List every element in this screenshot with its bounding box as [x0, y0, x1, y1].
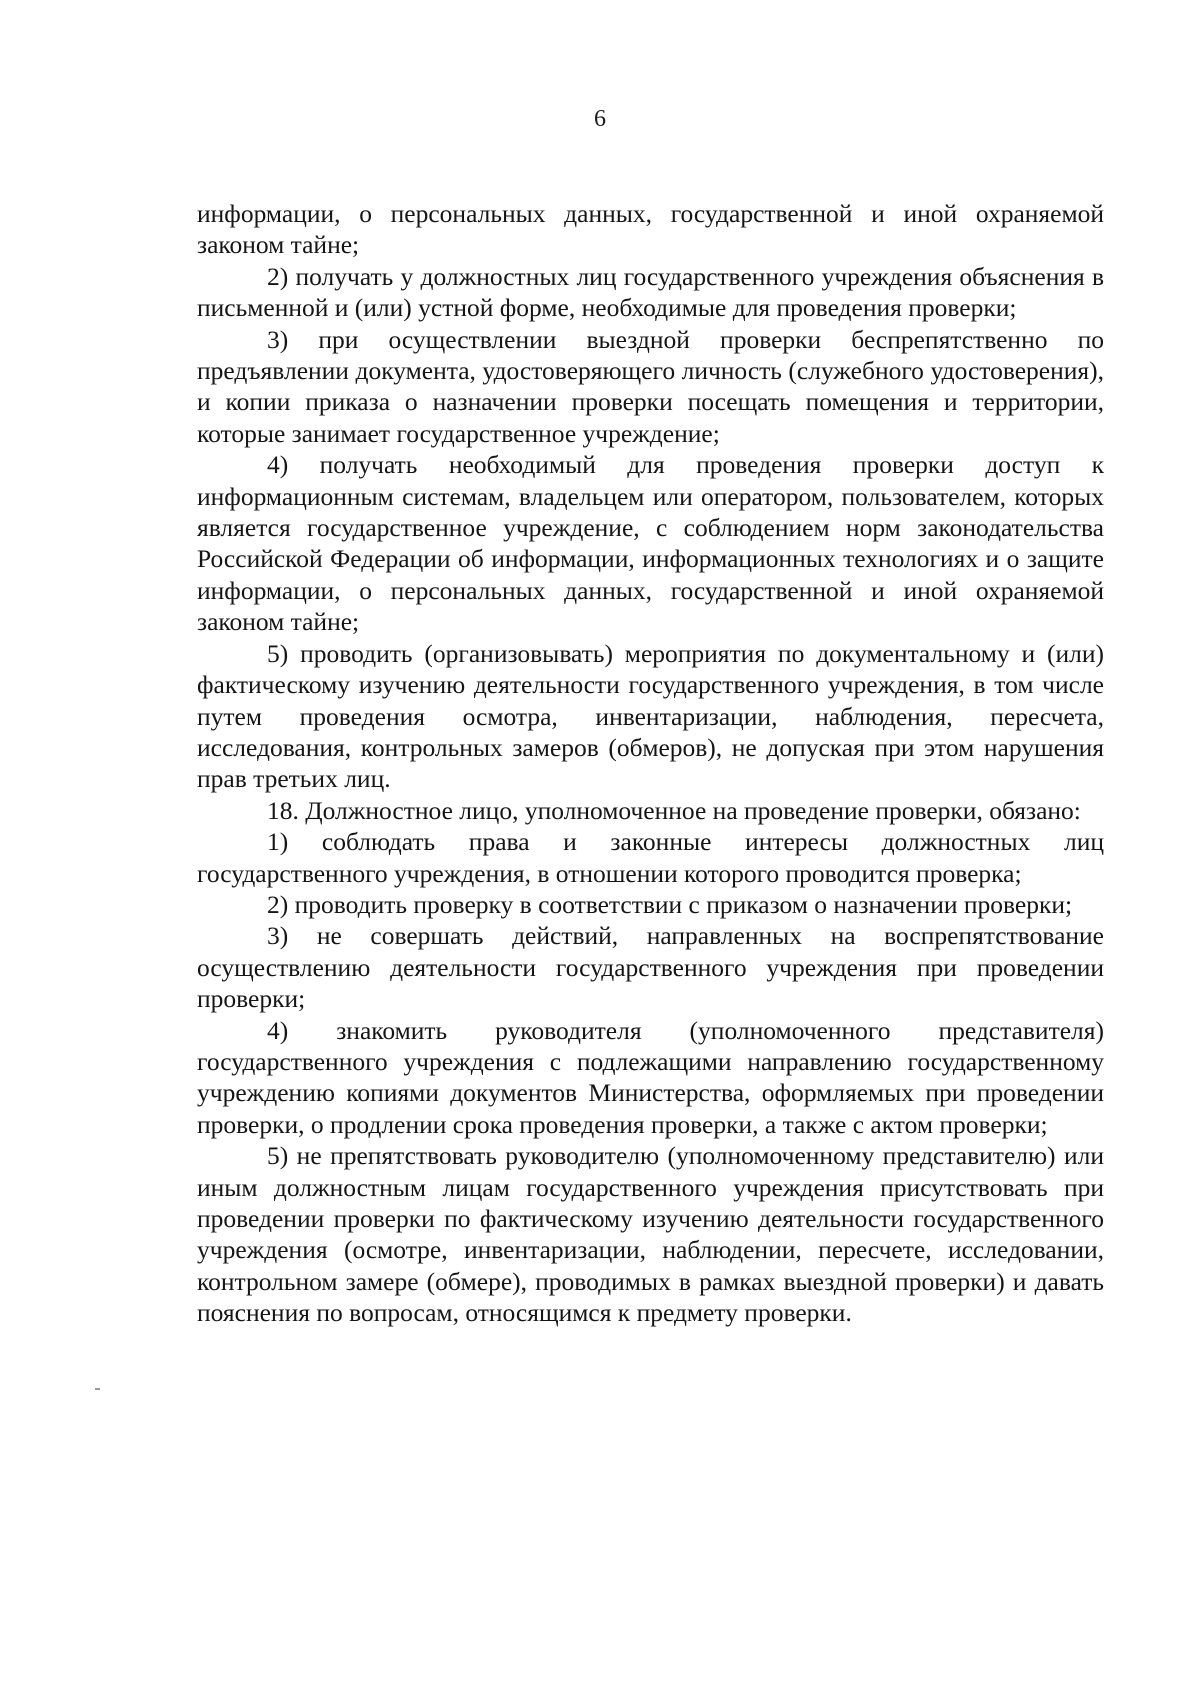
paragraph-duty-4-inform-head: 4) знакомить руководителя (уполномоченного представителя) государственного учреждения с подлежащими направлению государственному учреждению копиями документов Министерства, оформляемых при проведении проверки, о продлении срока проведения проверки, а также с актом проверки;	[197, 1015, 1104, 1139]
paragraph-item-5-conduct-measures: 5) проводить (организовывать) мероприятия по документальному и (или) фактическому изучению деятельности государственного учреждения, в том числе путем проведения осмотра, инвентаризации, наблюдения, пересчета, исследования, контрольных замеров (обмеров), не допуская при этом нарушения прав третьих лиц.	[197, 638, 1104, 794]
paragraph-section-18-heading: 18. Должностное лицо, уполномоченное на проведение проверки, обязано:	[267, 795, 1081, 825]
paragraph-duty-3-no-obstruction: 3) не совершать действий, направленных на воспрепятствование осуществлению деятельности государственного учреждения при проведении проверки;	[197, 921, 1104, 1014]
paragraph-continuation: информации, о персональных данных, государственной и иной охраняемой законом тайне;	[197, 199, 1104, 260]
paragraph-item-3-visit-premises: 3) при осуществлении выездной проверки беспрепятственно по предъявлении документа, удостоверяющего личность (служебного удостоверения), и копии приказа о назначении проверки посещать помещения и территории, которые занимает государственное учреждение;	[197, 324, 1104, 448]
document-body	[197, 198, 1104, 1329]
paragraph-duty-2-follow-order: 2) проводить проверку в соответствии с приказом о назначении проверки;	[267, 889, 1073, 919]
paragraph-item-2-obtain-explanations: 2) получать у должностных лиц государственного учреждения объяснения в письменной и (или) устной форме, необходимые для проведения проверки;	[197, 261, 1104, 323]
page-number: 6	[594, 106, 606, 132]
scan-artifact	[95, 1388, 100, 1390]
paragraph-duty-1-respect-rights: 1) соблюдать права и законные интересы должностных лиц государственного учреждения, в отношении которого проводится проверка;	[197, 827, 1104, 888]
paragraph-item-4-system-access: 4) получать необходимый для проведения проверки доступ к информационным системам, владельцем или оператором, пользователем, которых является государственное учреждение, с соблюдением норм законодательства Российской Федерации об информации, информационных технологиях и о защите информации, о персональных данных, государственной и иной охраняемой законом тайне;	[197, 450, 1104, 637]
paragraph-duty-5-allow-presence: 5) не препятствовать руководителю (уполномоченному представителю) или иным должностным лицам государственного учреждения присутствовать при проведении проверки по фактическому изучению деятельности государственного учреждения (осмотре, инвентаризации, наблюдении, пересчете, исследовании, контрольном замере (обмере), проводимых в рамках выездной проверки) и давать пояснения по вопросам, относящимся к предмету проверки.	[197, 1141, 1104, 1328]
